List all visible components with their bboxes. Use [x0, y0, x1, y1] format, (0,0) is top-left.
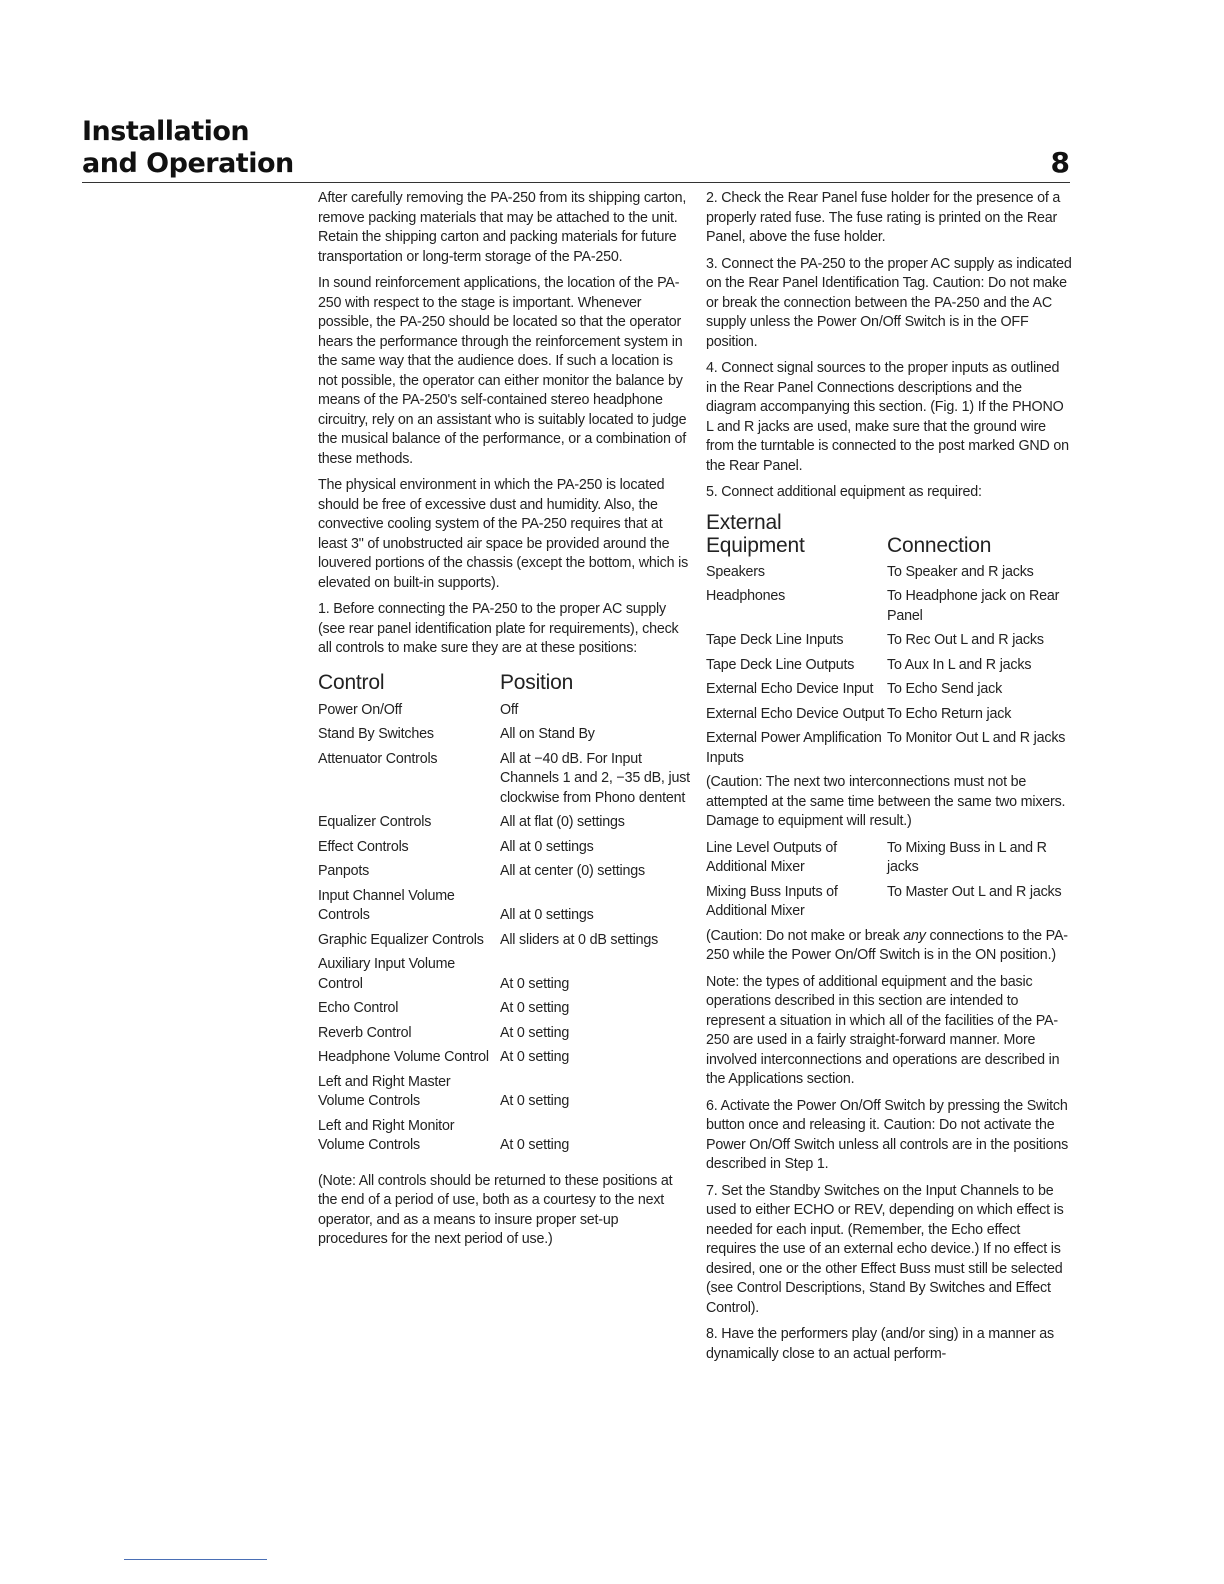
paragraph-note-equipment: Note: the types of additional equipment and the basic operations described in this section are intended to represent a situation in which all of the facilities of the PA-250 are used in a fairly straight-forward manner. More involved interconnections and operations are described in the Applications section.	[706, 973, 1060, 1087]
control-position: At 0 setting	[500, 1137, 570, 1153]
paragraph-step7: 7. Set the Standby Switches on the Input Channels to be used to either ECHO or REV, depending on which effect is needed for each input. (Remember, the Echo effect requires the use of an external echo device.) If no effect is desired, one or the other Effect Buss must still be selected (see Control Descriptions, Stand By Switches and Effect Control).	[706, 1182, 1064, 1316]
paragraph-step4: 4. Connect signal sources to the proper inputs as outlined in the Rear Panel Connections descriptions and the diagram accompanying this section. (Fig. 1) If the PHONO L and R jacks are used, make sure that the ground wire from the turntable is connected to the post marked GND on the Rear Panel.	[706, 360, 1069, 474]
control-position: All on Stand By	[500, 726, 595, 742]
control-name: Left and Right Master Volume Controls	[318, 1073, 451, 1109]
page-header	[82, 116, 1070, 180]
paragraph-step6: 6. Activate the Power On/Off Switch by pressing the Switch button once and releasing it. Caution: Do not activate the Power On/Off Switch unless all controls are in the positions described in Step 1.	[706, 1097, 1069, 1172]
paragraph-unpacking: After carefully removing the PA-250 from its shipping carton, remove packing materials that may be attached to the unit. Retain the shipping carton and packing materials for future transportation or long-term storage of the PA-250.	[318, 190, 687, 265]
control-name: Stand By Switches	[318, 726, 434, 742]
control-position: All at flat (0) settings	[500, 814, 625, 830]
control-row	[318, 999, 690, 1019]
equipment-row	[706, 563, 1072, 583]
page-number: 8	[1050, 146, 1070, 179]
left-column	[318, 189, 690, 1257]
control-position: Off	[500, 701, 519, 718]
equipment-row	[706, 705, 1072, 725]
control-name: Headphone Volume Control	[318, 1049, 489, 1065]
equipment-row	[706, 587, 1072, 626]
control-position: At 0 setting	[500, 1024, 570, 1041]
control-row	[318, 1073, 690, 1112]
control-row	[318, 1048, 690, 1068]
position-column-header: Position	[500, 670, 574, 694]
control-row	[318, 813, 690, 833]
equipment-row	[706, 631, 1072, 651]
control-name: Graphic Equalizer Controls	[318, 931, 484, 948]
paragraph-step2: 2. Check the Rear Panel fuse holder for the presence of a properly rated fuse. The fuse rating is printed on the Rear Panel, above the fuse holder.	[706, 190, 1061, 245]
control-position: All at 0 settings	[500, 907, 594, 923]
equipment-connection: To Rec Out L and R jacks	[887, 632, 1044, 648]
right-column	[706, 189, 1072, 1371]
equipment-name: External Echo Device Output	[706, 705, 885, 722]
equipment-connection: To Mixing Buss in L and R jacks	[887, 839, 1047, 875]
equipment-connection: To Echo Return jack	[887, 705, 1012, 722]
equipment-name: Speakers	[706, 563, 765, 580]
equipment-table-header	[706, 511, 1072, 557]
equipment-row	[706, 656, 1072, 676]
equipment-connection: To Echo Send jack	[887, 681, 1003, 697]
equipment-row	[706, 729, 1072, 768]
equipment-row	[706, 839, 1072, 878]
paragraph-step5: 5. Connect additional equipment as required:	[706, 484, 982, 500]
control-name: Auxiliary Input Volume Control	[318, 956, 456, 992]
equipment-connection: To Master Out L and R jacks	[887, 883, 1062, 900]
paragraph-step3: 3. Connect the PA-250 to the proper AC supply as indicated on the Rear Panel Identification Tag. Caution: Do not make or break the connection between the PA-250 and the AC supply unless the Power On/Off Switch is in the OFF position.	[706, 255, 1072, 350]
equipment-row	[706, 883, 1072, 922]
section-title-line2: and Operation	[82, 148, 294, 179]
control-position: All at 0 settings	[500, 838, 594, 855]
section-title-line1: Installation	[82, 116, 250, 147]
connection-column-header: Connection	[887, 533, 992, 557]
equipment-name: Headphones	[706, 588, 786, 604]
equipment-name: External Power Amplification Inputs	[706, 730, 882, 766]
control-position: At 0 setting	[500, 1093, 570, 1109]
control-row	[318, 1024, 690, 1044]
control-name: Panpots	[318, 863, 370, 879]
equipment-column-header	[706, 511, 887, 557]
equipment-name: Tape Deck Line Outputs	[706, 656, 855, 673]
equipment-header-line1: External	[706, 510, 782, 534]
header-rule	[82, 182, 1070, 183]
control-row	[318, 701, 690, 721]
equipment-name: Line Level Outputs of Additional Mixer	[706, 839, 837, 875]
equipment-connection: To Speaker and R jacks	[887, 563, 1034, 580]
control-position: All at center (0) settings	[500, 863, 645, 879]
paragraph-caution-mixers: (Caution: The next two interconnections must not be attempted at the same time between the same two mixers. Damage to equipment will result.)	[706, 774, 1066, 829]
equipment-row	[706, 680, 1072, 700]
paragraph-step1: 1. Before connecting the PA-250 to the proper AC supply (see rear panel identification plate for requirements), check all controls to make sure they are at these positions:	[318, 601, 679, 656]
equipment-header-line2: Equipment	[706, 533, 805, 557]
control-name: Reverb Control	[318, 1024, 412, 1041]
control-name: Power On/Off	[318, 701, 402, 718]
paragraph-step8: 8. Have the performers play (and/or sing) in a manner as dynamically close to an actual perform-	[706, 1326, 1054, 1362]
control-row	[318, 725, 690, 745]
control-position: At 0 setting	[500, 975, 570, 992]
control-row	[318, 838, 690, 858]
control-name: Effect Controls	[318, 838, 409, 855]
control-row	[318, 887, 690, 926]
paragraph-location: In sound reinforcement applications, the location of the PA-250 with respect to the stage is important. Whenever possible, the PA-250 should be located so that the operator hears the performance through the reinforcement system in the same way that the audience does. If such a location is not possible, the operator can either monitor the balance by means of the PA-250's self-contained stereo headphone circuitry, rely on an assistant who is suitably located to judge the musical balance of the performance, or a combination of these methods.	[318, 275, 687, 467]
caution-emphasis: any	[903, 927, 926, 944]
equipment-connection: To Monitor Out L and R jacks	[887, 730, 1066, 746]
control-table-header	[318, 671, 690, 695]
control-row	[318, 931, 690, 951]
control-row	[318, 1117, 690, 1156]
control-name: Equalizer Controls	[318, 814, 432, 830]
control-position: At 0 setting	[500, 1049, 570, 1065]
caution-text-start: (Caution: Do not make or break	[706, 927, 904, 944]
equipment-name: Tape Deck Line Inputs	[706, 632, 844, 648]
control-name: Input Channel Volume Controls	[318, 887, 455, 923]
paragraph-caution-power	[706, 927, 1072, 966]
control-row	[318, 750, 690, 809]
control-row	[318, 862, 690, 882]
equipment-connection: To Aux In L and R jacks	[887, 656, 1032, 673]
control-row	[318, 955, 690, 994]
control-position: At 0 setting	[500, 1000, 570, 1016]
equipment-name: External Echo Device Input	[706, 681, 874, 697]
bottom-rule	[124, 1559, 267, 1560]
control-position: All at −40 dB. For Input Channels 1 and 2, −35 dB, just clockwise from Phono dentent	[500, 750, 690, 806]
control-column-header: Control	[318, 670, 385, 694]
control-name: Echo Control	[318, 1000, 399, 1016]
caution-text-end: connections to the PA-250 while the Power On/Off Switch is in the ON position.)	[706, 927, 1068, 963]
control-name: Attenuator Controls	[318, 750, 438, 767]
paragraph-note-return: (Note: All controls should be returned to these positions at the end of a period of use, both as a courtesy to the next operator, and as a means to insure proper set-up procedures for the next period of use.)	[318, 1172, 673, 1247]
control-name: Left and Right Monitor Volume Controls	[318, 1117, 455, 1153]
control-position: All sliders at 0 dB settings	[500, 931, 659, 948]
equipment-connection: To Headphone jack on Rear Panel	[887, 588, 1060, 624]
equipment-name: Mixing Buss Inputs of Additional Mixer	[706, 883, 838, 919]
paragraph-environment: The physical environment in which the PA-250 is located should be free of excessive dust and humidity. Also, the convective cooling system of the PA-250 requires that at least 3" of unobstructed air space be provided around the louvered portions of the chassis (except the bottom, which is elevated on built-in supports).	[318, 477, 689, 591]
